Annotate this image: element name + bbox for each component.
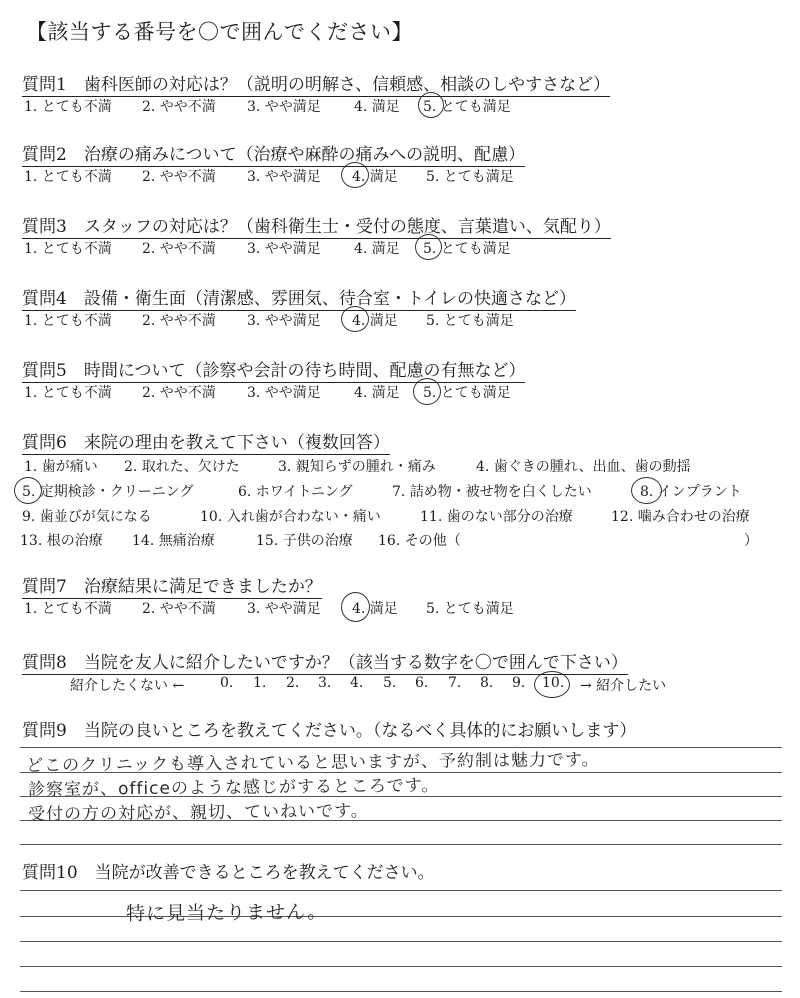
q2-option-1[interactable]: 1. とても不満 bbox=[24, 169, 112, 185]
question-2-title: 質問2 治療の痛みについて（治療や麻酔の痛みへの説明、配慮） bbox=[22, 140, 525, 167]
q7-option-5[interactable]: 5. とても満足 bbox=[426, 601, 514, 617]
q6-option-8[interactable]: 8. インプラント bbox=[640, 484, 742, 500]
question-5-title: 質問5 時間について（診察や会計の待ち時間、配慮の有無など） bbox=[22, 356, 525, 383]
question-3-title: 質問3 スタッフの対応は？（歯科衛生士・受付の態度、言葉遣い、気配り） bbox=[22, 212, 611, 239]
q3-selection-circle bbox=[415, 234, 442, 260]
q5-selection-circle bbox=[413, 378, 441, 405]
q7-option-4[interactable]: 4. 満足 bbox=[352, 601, 398, 617]
q1-option-3[interactable]: 3. やや満足 bbox=[247, 99, 321, 115]
q8-right-label: → 紹介したい bbox=[580, 678, 667, 694]
q6-option-2[interactable]: 2. 取れた、欠けた bbox=[124, 459, 240, 475]
survey-header: 【該当する番号を〇で囲んでください】 bbox=[26, 20, 413, 44]
q7-option-1[interactable]: 1. とても不満 bbox=[24, 601, 112, 617]
q4-option-4[interactable]: 4. 満足 bbox=[352, 313, 398, 329]
q2-option-4[interactable]: 4. 満足 bbox=[352, 169, 398, 185]
q6-selection-circle-8 bbox=[631, 477, 662, 504]
q9-answer-line-1: どこのクリニックも導入されていると思いますが、予約制は魅力です。 bbox=[25, 749, 600, 777]
q6-option-6[interactable]: 6. ホワイトニング bbox=[238, 484, 353, 500]
q10-line-5 bbox=[20, 991, 782, 992]
question-1-title: 質問1 歯科医師の対応は？（説明の明解さ、信頼感、相談のしやすさなど） bbox=[22, 70, 610, 97]
q9-answer-line-2: 診察室が、officeのような感じがするところです。 bbox=[27, 775, 440, 801]
q6-option-5[interactable]: 5. 定期検診・クリーニング bbox=[22, 484, 194, 500]
q3-option-5[interactable]: 5. とても満足 bbox=[423, 241, 511, 257]
q5-option-1[interactable]: 1. とても不満 bbox=[24, 385, 112, 401]
q5-option-5[interactable]: 5. とても満足 bbox=[423, 385, 511, 401]
q6-option-7[interactable]: 7. 詰め物・被せ物を白くしたい bbox=[392, 484, 592, 500]
q3-option-4[interactable]: 4. 満足 bbox=[354, 241, 400, 257]
q6-option-10[interactable]: 10. 入れ歯が合わない・痛い bbox=[200, 509, 381, 525]
q7-option-3[interactable]: 3. やや満足 bbox=[247, 601, 321, 617]
q8-scale-5[interactable]: 5. bbox=[383, 675, 397, 691]
q2-option-5[interactable]: 5. とても満足 bbox=[426, 169, 514, 185]
q8-scale-2[interactable]: 2. bbox=[286, 675, 300, 691]
q5-option-2[interactable]: 2. やや不満 bbox=[142, 385, 216, 401]
q4-option-5[interactable]: 5. とても満足 bbox=[426, 313, 514, 329]
q6-option-3[interactable]: 3. 親知らずの腫れ・痛み bbox=[278, 459, 436, 475]
q7-option-2[interactable]: 2. やや不満 bbox=[142, 601, 216, 617]
q8-scale-7[interactable]: 7. bbox=[448, 675, 462, 691]
q8-scale-4[interactable]: 4. bbox=[350, 675, 364, 691]
question-4-title: 質問4 設備・衛生面（清潔感、雰囲気、待合室・トイレの快適さなど） bbox=[22, 284, 576, 311]
q6-option-11[interactable]: 11. 歯のない部分の治療 bbox=[420, 509, 573, 525]
q3-option-3[interactable]: 3. やや満足 bbox=[247, 241, 321, 257]
q4-option-2[interactable]: 2. やや不満 bbox=[142, 313, 216, 329]
q5-option-4[interactable]: 4. 満足 bbox=[354, 385, 400, 401]
q9-answer-line-3: 受付の方の対応が、親切、ていねいです。 bbox=[27, 801, 369, 825]
question-10-title: 質問10 当院が改善できるところを教えてください。 bbox=[22, 863, 435, 883]
q6-option-4[interactable]: 4. 歯ぐきの腫れ、出血、歯の動揺 bbox=[476, 459, 691, 475]
q8-scale-8[interactable]: 8. bbox=[480, 675, 494, 691]
q6-option-14[interactable]: 14. 無痛治療 bbox=[132, 533, 215, 549]
q5-option-3[interactable]: 3. やや満足 bbox=[247, 385, 321, 401]
q8-scale-6[interactable]: 6. bbox=[415, 675, 429, 691]
q2-option-3[interactable]: 3. やや満足 bbox=[247, 169, 321, 185]
question-6-title: 質問6 来院の理由を教えて下さい（複数回答） bbox=[22, 428, 390, 455]
q1-option-2[interactable]: 2. やや不満 bbox=[142, 99, 216, 115]
q1-option-1[interactable]: 1. とても不満 bbox=[24, 99, 112, 115]
q4-option-3[interactable]: 3. やや満足 bbox=[247, 313, 321, 329]
q6-option-13[interactable]: 13. 根の治療 bbox=[20, 533, 103, 549]
q6-option-15[interactable]: 15. 子供の治療 bbox=[256, 533, 353, 549]
question-9-title: 質問9 当院の良いところを教えてください。（なるべく具体的にお願いします） bbox=[22, 721, 637, 741]
q9-line-5 bbox=[20, 844, 782, 845]
question-8-title: 質問8 当院を友人に紹介したいですか？（該当する数字を〇で囲んで下さい） bbox=[22, 648, 628, 675]
q3-option-2[interactable]: 2. やや不満 bbox=[142, 241, 216, 257]
q8-scale-3[interactable]: 3. bbox=[318, 675, 332, 691]
q4-selection-circle bbox=[341, 306, 369, 332]
q8-left-label: 紹介したくない ← bbox=[70, 678, 185, 694]
q10-line-3 bbox=[20, 941, 782, 942]
q1-option-5[interactable]: 5. とても満足 bbox=[423, 99, 511, 115]
question-7-title: 質問7 治療結果に満足できましたか？ bbox=[22, 572, 322, 599]
q10-line-4 bbox=[20, 966, 782, 967]
q4-option-1[interactable]: 1. とても不満 bbox=[24, 313, 112, 329]
q8-scale-9[interactable]: 9. bbox=[512, 675, 526, 691]
q7-selection-circle bbox=[341, 592, 370, 622]
q6-option-1[interactable]: 1. 歯が痛い bbox=[24, 459, 98, 475]
q6-option-16[interactable]: 16. その他（ bbox=[378, 533, 461, 549]
q6-option-12[interactable]: 12. 噛み合わせの治療 bbox=[611, 509, 750, 525]
q6-selection-circle-5 bbox=[14, 477, 42, 504]
q2-option-2[interactable]: 2. やや不満 bbox=[142, 169, 216, 185]
q8-selection-circle bbox=[534, 671, 570, 698]
q8-scale-0[interactable]: 0. bbox=[220, 675, 234, 691]
q8-scale-1[interactable]: 1. bbox=[253, 675, 267, 691]
q6-option-9[interactable]: 9. 歯並びが気になる bbox=[22, 509, 152, 525]
q10-line-1 bbox=[20, 890, 782, 891]
q10-answer: 特に見当たりません。 bbox=[125, 900, 328, 926]
q8-scale-10[interactable]: 10. bbox=[542, 675, 565, 691]
q6-other-close: ） bbox=[744, 533, 758, 549]
q1-selection-circle bbox=[418, 92, 444, 118]
q2-selection-circle bbox=[341, 162, 369, 188]
q1-option-4[interactable]: 4. 満足 bbox=[354, 99, 400, 115]
q3-option-1[interactable]: 1. とても不満 bbox=[24, 241, 112, 257]
